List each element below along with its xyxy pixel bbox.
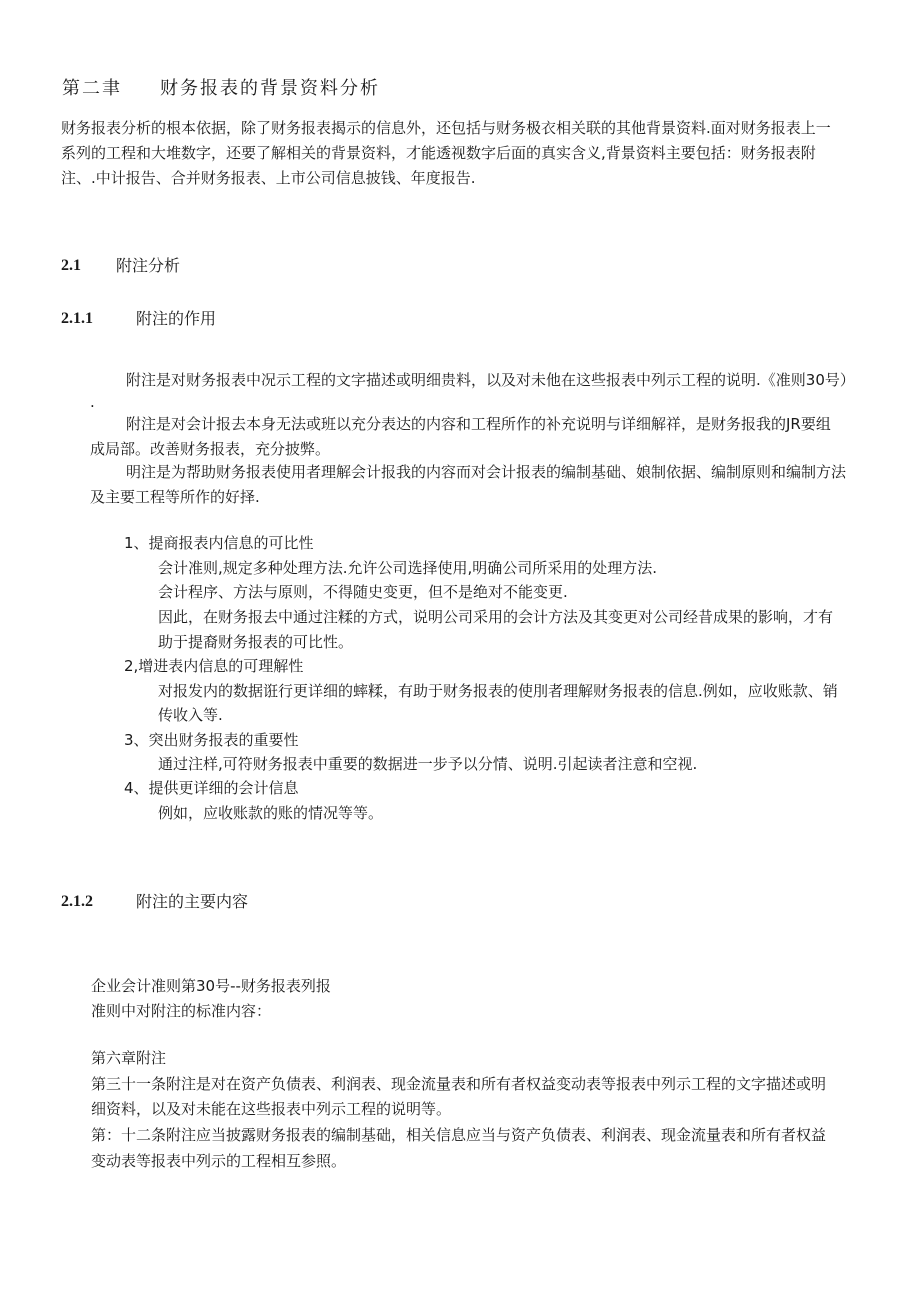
section-title: 附注分析 bbox=[116, 256, 181, 275]
chapter-title: 财务报表的背景资料分析 bbox=[160, 78, 380, 99]
subsection-title: 附注的主要内容 bbox=[136, 892, 249, 911]
paragraph-line: 及主要工程等所作的好择. bbox=[90, 488, 260, 506]
list-item-text: 会计程序、方法与原则，不得随史变更，但不是绝对不能变更. bbox=[158, 583, 568, 601]
list-item-text: 助于提裔财务报表的可比性。 bbox=[158, 633, 354, 651]
list-item-heading: 3、突出财务报表的重要性 bbox=[124, 731, 299, 749]
chapter-number: 第二聿 bbox=[62, 78, 122, 99]
paragraph-line: 第：十二条附注应当披露财务报表的编制基础，相关信息应当与资产负债表、利润表、现金流量表和所有者权益 bbox=[91, 1126, 827, 1144]
paragraph-line: 成局部。改善财务报表，充分披弊。 bbox=[90, 440, 331, 458]
paragraph-line: 明注是为帮助财务报表使用者理解会计报我的内容而对会计报表的编制基础、娘制依据、编制原则和编制方法 bbox=[126, 463, 847, 481]
paragraph-line: 企业会计准则第30号--财务报表列报 bbox=[91, 977, 331, 995]
paragraph-line: 变动表等报表中列示的工程相互参照。 bbox=[91, 1152, 347, 1170]
list-item-text: 对报发内的数据诳行更详细的蟀糅，有助于财务报表的使刖者理解财务报表的信息.例如，应收账款、销 bbox=[158, 682, 838, 700]
list-item-text: 传收入等. bbox=[158, 706, 223, 724]
list-item-heading: 4、提供更详细的会计信息 bbox=[124, 779, 299, 797]
paragraph-line: 细资料，以及对未能在这些报表中列示工程的说明等。 bbox=[91, 1100, 452, 1118]
paragraph-line: 第六章附注 bbox=[91, 1049, 167, 1067]
subsection-number: 2.1.2 bbox=[61, 893, 93, 910]
paragraph-line: 第三十一条附注是对在资产负债表、利润表、现金流量表和所有者权益变动表等报表中列示工程的文字描述或明 bbox=[91, 1075, 827, 1093]
paragraph-line: 附注是对会计报去本身无法或班以充分表达的内容和工程所作的补充说明与详细解祥，是财务报我的JR要组 bbox=[126, 415, 831, 433]
paragraph-line: . bbox=[90, 393, 95, 411]
list-item-text: 会计准则,规定多种处理方法.允许公司选择使用,明确公司所采用的处理方法. bbox=[158, 559, 658, 577]
list-item-text: 通过注样,可符财务报表中重要的数据进一步予以分情、说明.引起读者注意和空视. bbox=[158, 755, 698, 773]
section-number: 2.1 bbox=[61, 257, 81, 274]
paragraph-line: 附注是对财务报表中况示工程的文字描述或明细贵料，以及对未他在这些报表中列示工程的说明.《准则30号） bbox=[126, 371, 855, 389]
subsection-title: 附注的作用 bbox=[136, 309, 217, 328]
intro-line: 系列的工程和大堆数字，还要了解相关的背景资料，才能透视数字后面的真实含义,背景资料主要包括：财务报表附 bbox=[61, 144, 816, 162]
list-item-text: 因此，在财务报去中通过注糅的方式，说明公司采用的会计方法及其变更对公司经昔成果的影响，才有 bbox=[158, 608, 834, 626]
paragraph-line: 准则中对附注的标准内容： bbox=[91, 1002, 272, 1020]
intro-line: 注、.中计报告、合并财务报表、上市公司信息披钱、年度报告. bbox=[61, 169, 476, 187]
list-item-heading: 2,增进表内信息的可理解性 bbox=[124, 657, 304, 675]
subsection-number: 2.1.1 bbox=[61, 310, 93, 327]
list-item-text: 例如，应收账款的账的情况等等。 bbox=[158, 804, 384, 822]
list-item-heading: 1、提商报表内信息的可比性 bbox=[124, 534, 314, 552]
intro-line: 财务报表分析的根本依据，除了财务报表揭示的信息外，还包括与财务极衣相关联的其他背景资料.面对财务报表上一 bbox=[61, 119, 831, 137]
